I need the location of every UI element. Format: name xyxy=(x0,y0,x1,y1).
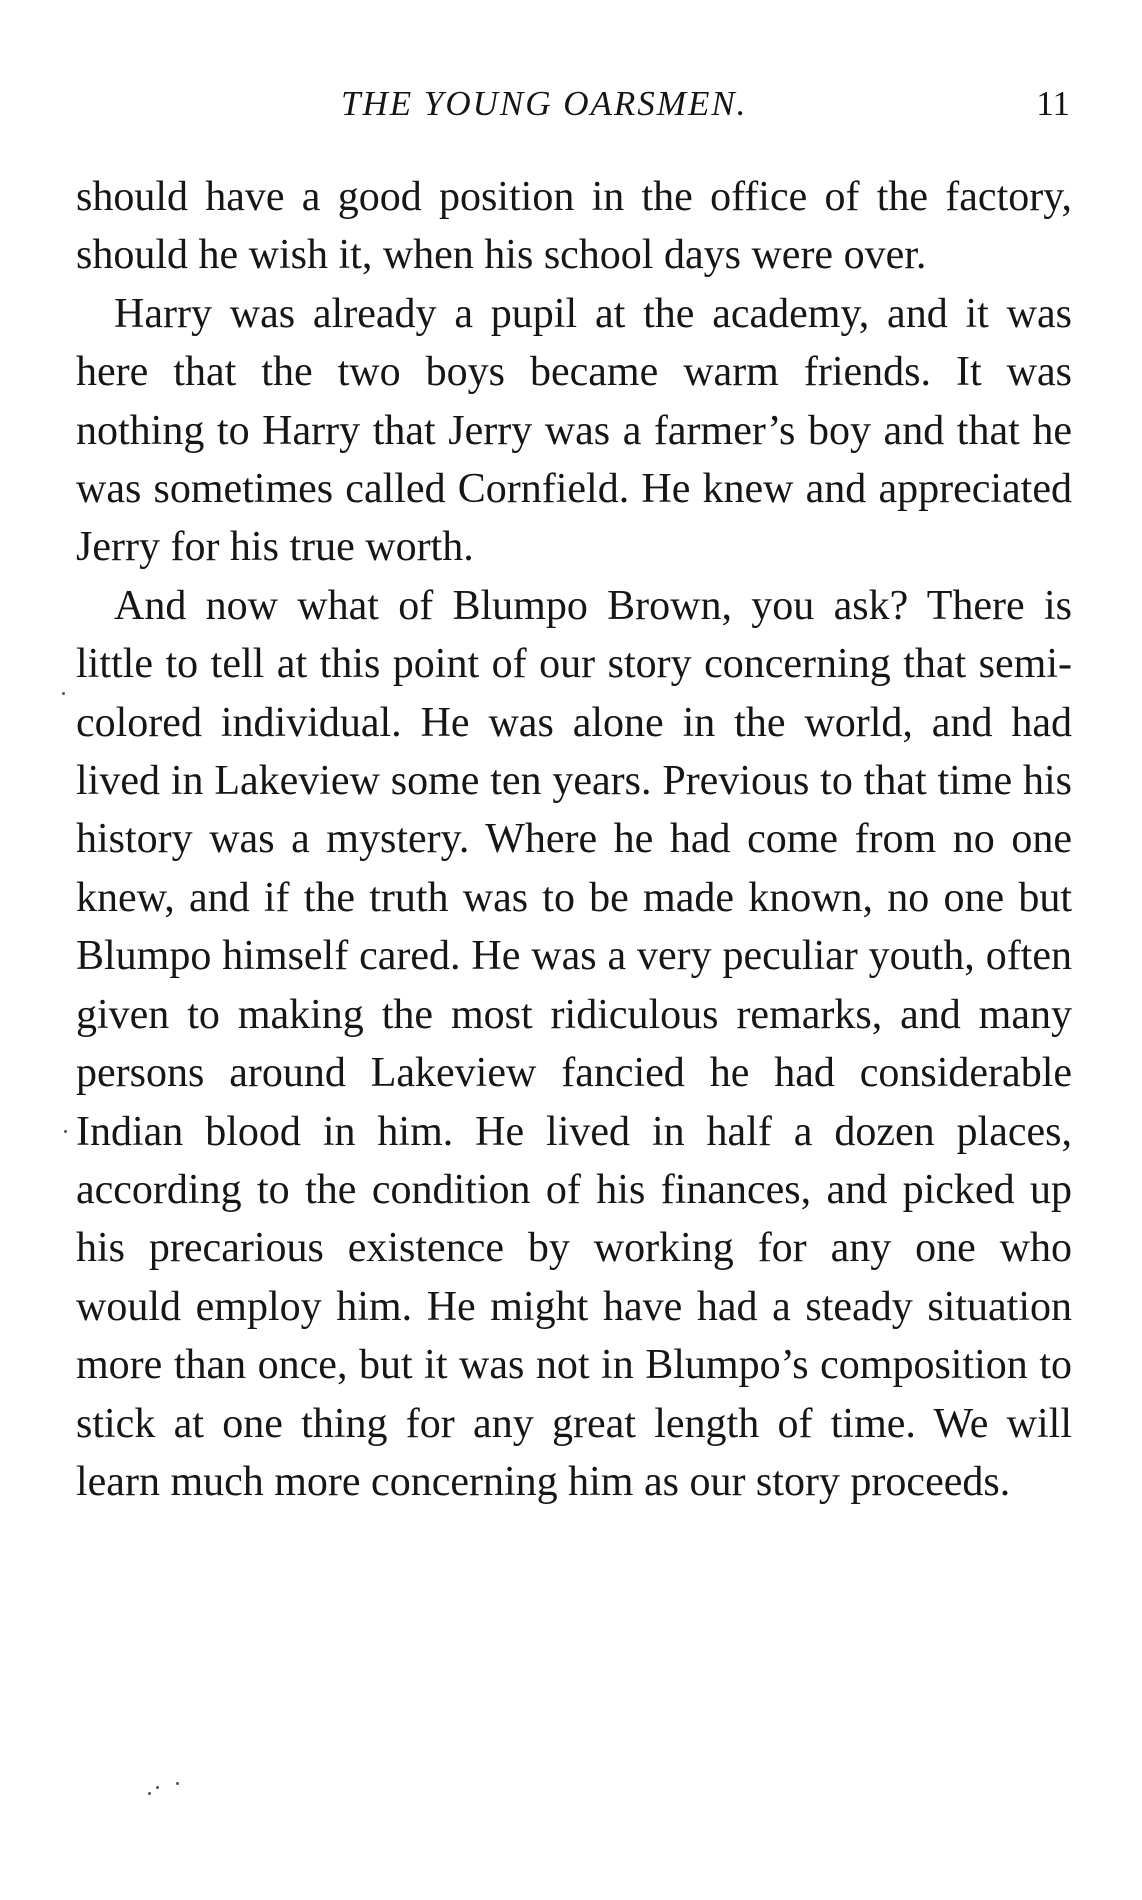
paper-speck xyxy=(156,1786,159,1789)
paragraph-harry: Harry was already a pupil at the academy, and it was here that the two boys became warm friends. It was nothing to Harry that Jerry was a farmer’s boy and that he was sometimes called Cornfield. He knew and appreciated Jerry for his true worth. xyxy=(76,290,1072,571)
body-text xyxy=(76,168,1072,1511)
paper-speck xyxy=(62,692,65,695)
running-head xyxy=(76,84,1076,134)
page-number: 11 xyxy=(1036,84,1070,123)
paragraph-blumpo: And now what of Blumpo Brown, you ask? There is little to tell at this point of our story concerning that semi-colored individual. He was alone in the world, and had lived in Lakeview some ten years. Previous to that time his history was a mystery. Where he had come from no one knew, and if the truth was to be made known, no one but Blumpo himself cared. He was a very peculiar youth, often given to making the most ridiculous remarks, and many persons around Lakeview fancied he had considerable Indian blood in him. He lived in half a dozen places, according to the condition of his finances, and picked up his precarious existence by working for any one who would employ him. He might have had a steady situation more than once, but it was not in Blumpo’s composition to stick at one thing for any great length of time. We will learn much more concerning him as our story proceeds. xyxy=(76,582,1072,1505)
paper-speck xyxy=(176,1782,179,1785)
paragraph-continuation: should have a good position in the office of the factory, should he wish it, when his school days were over. xyxy=(76,174,1072,279)
paper-speck xyxy=(148,1792,151,1795)
running-title: THE YOUNG OARSMEN. xyxy=(341,84,748,123)
paper-speck xyxy=(64,1130,67,1133)
